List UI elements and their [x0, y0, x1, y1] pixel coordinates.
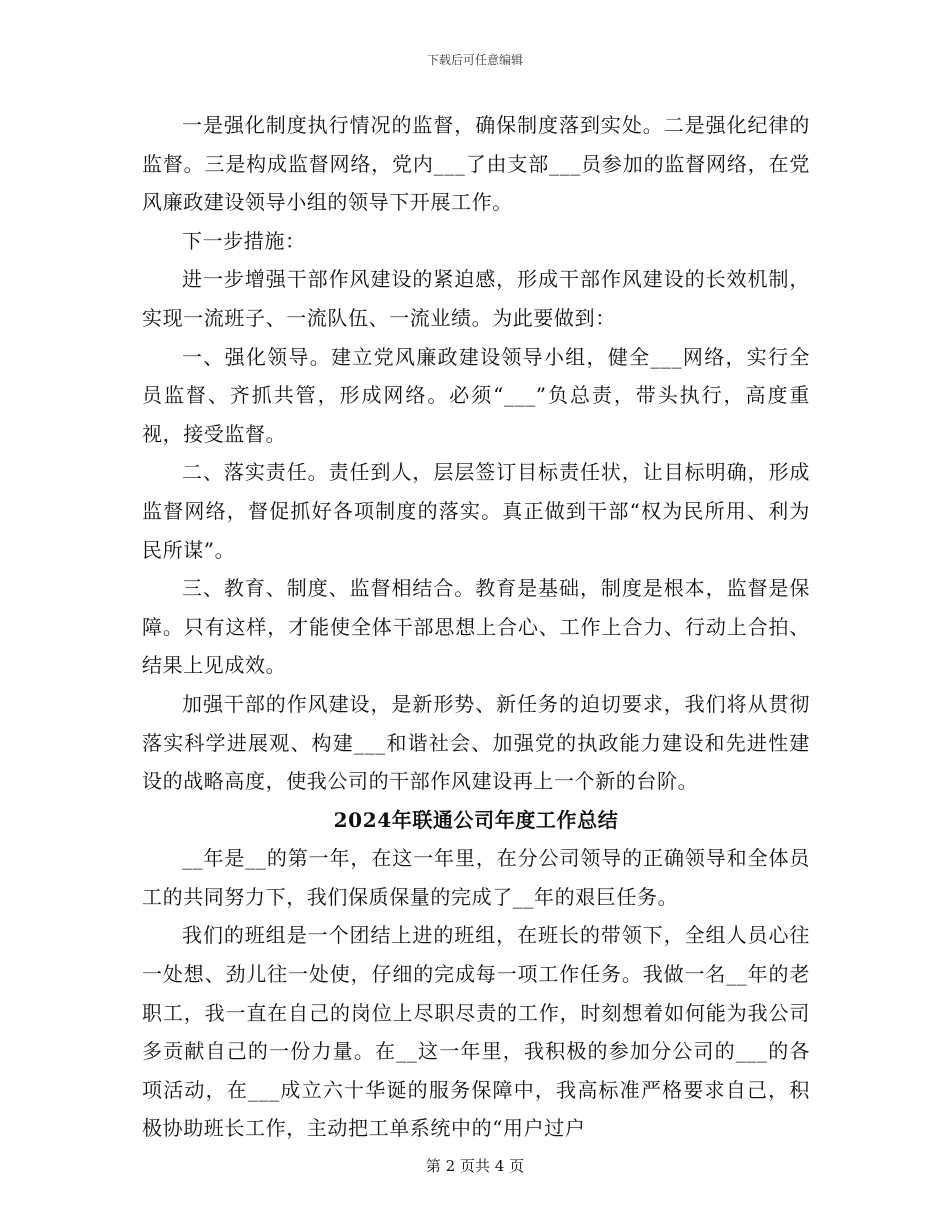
paragraph: __年是__的第一年，在这一年里，在分公司领导的正确领导和全体员工的共同努力下，我们保质保量的完成了__年的艰巨任务。 [142, 846, 810, 909]
paragraph: 一是强化制度执行情况的监督，确保制度落到实处。二是强化纪律的监督。三是构成监督网络，党内___了由支部___员参加的监督网络，在党风廉政建设领导小组的领导下开展工作。 [142, 113, 810, 215]
document-body [142, 106, 810, 1148]
paragraph: 二、落实责任。责任到人，层层签订目标责任状，让目标明确，形成监督网络，督促抓好各项制度的落实。真正做到干部“权为民所用、利为民所谋”。 [142, 460, 810, 562]
paragraph: 下一步措施： [182, 228, 306, 253]
paragraph: 三、教育、制度、监督相结合。教育是基础，制度是根本，监督是保障。只有这样，才能使全体干部思想上合心、工作上合力、行动上合拍、结果上见成效。 [142, 576, 810, 678]
paragraph: 我们的班组是一个团结上进的班组，在班长的带领下，全组人员心往一处想、劲儿往一处使，仔细的完成每一项工作任务。我做一名__年的老职工，我一直在自己的岗位上尽职尽责的工作，时刻想着如何能为我公司多贡献自己的一份力量。在__这一年里，我积极的参加分公司的___的各项活动，在___成立六十华诞的服务保障中，我高标准严格要求自己，积极协助班长工作，主动把工单系统中的“用户过户 [142, 923, 810, 1141]
paragraph: 进一步增强干部作风建设的紧迫感，形成干部作风建设的长效机制，实现一流班子、一流队伍、一流业绩。为此要做到： [142, 267, 810, 330]
page-footer: 第 2 页共 4 页 [425, 1157, 525, 1175]
page-header: 下载后可任意编辑 [426, 53, 523, 67]
section-title: 2024年联通公司年度工作总结 [333, 807, 619, 832]
paragraph: 一、强化领导。建立党风廉政建设领导小组，健全___网络，实行全员监督、齐抓共管，形成网络。必须“___”负总责，带头执行，高度重视，接受监督。 [142, 344, 810, 446]
paragraph: 加强干部的作风建设，是新形势、新任务的迫切要求，我们将从贯彻落实科学进展观、构建___和谐社会、加强党的执政能力建设和先进性建设的战略高度，使我公司的干部作风建设再上一个新的台阶。 [142, 691, 810, 794]
